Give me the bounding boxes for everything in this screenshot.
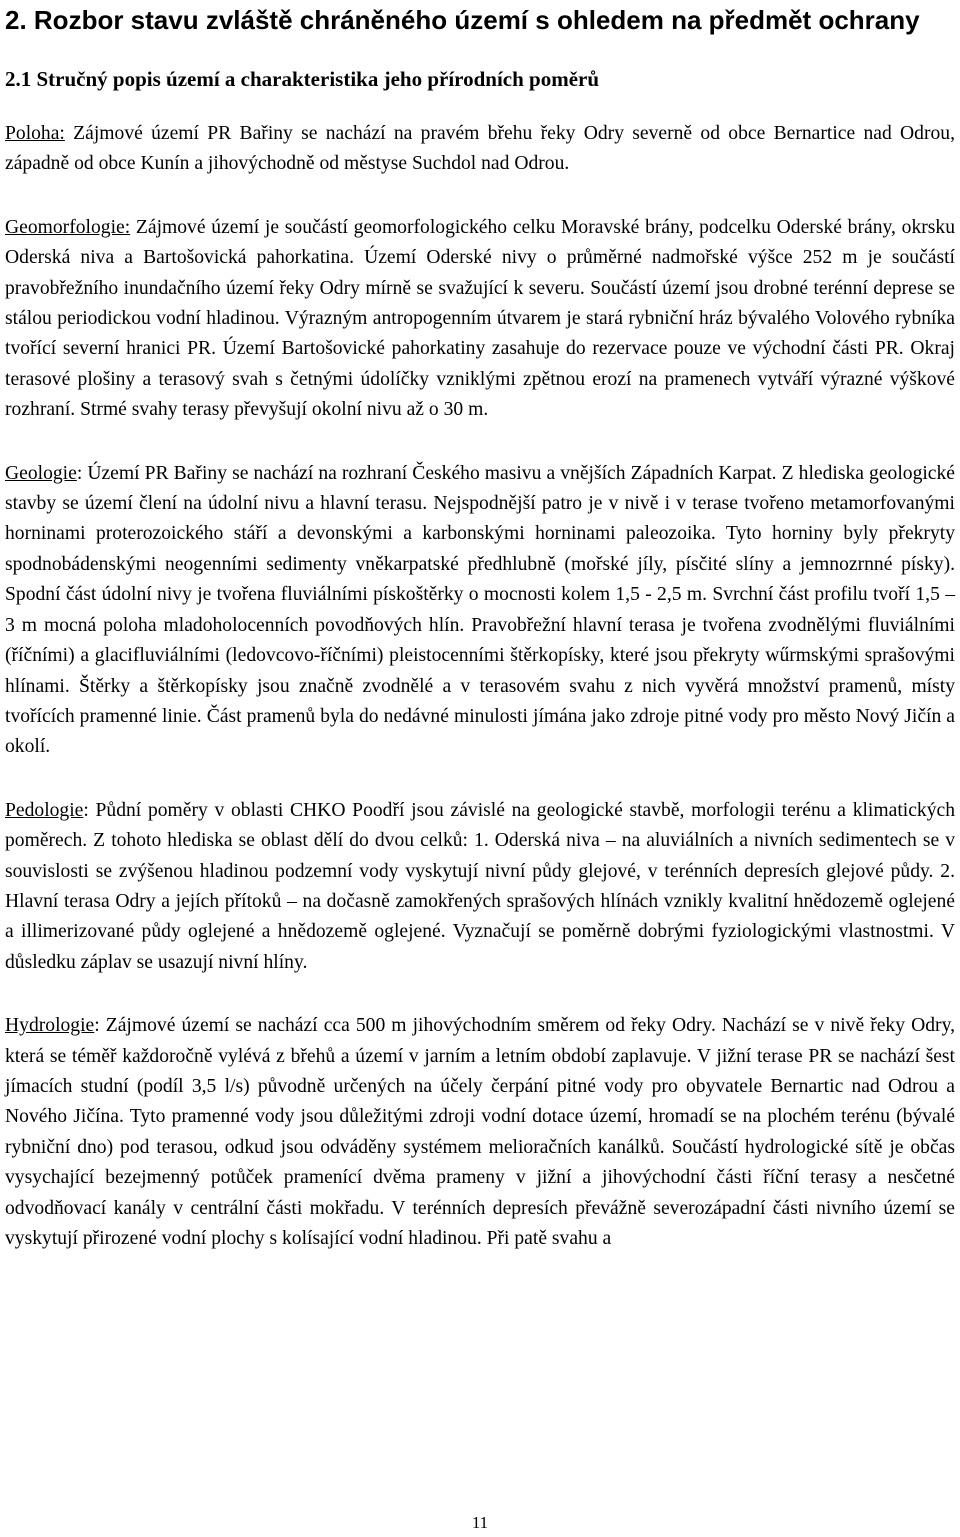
label-hydrologie: Hydrologie: [5, 1015, 95, 1037]
label-pedologie: Pedologie: [5, 799, 84, 821]
label-geomorfologie: Geomorfologie:: [5, 216, 131, 238]
text-hydrologie: : Zájmové území se nachází cca 500 m jihovýchodním směrem od řeky Odry. Nachází se v nivě řeky Odry, která se téměř každoročně vylévá z břehů a území v jarním a letním období zaplavuje. V jižní terase PR se nachází šest jímacích studní (podíl 3,5 l/s) původně určených na účely čerpání pitné vody pro obyvatele Bernartic nad Odrou a Nového Jičína. Tyto pramenné vody jsou důležitými zdroji vodní dotace území, hromadí se na plochém terénu (bývalé rybniční dno) pod terasou, odkud jsou odváděny systémem melioračních kanálků. Součástí hydrologické sítě je občas vysychající bezejmenný potůček pramenící dvěma prameny v jižní a jihovýchodní části říční terasy a nesčetné odvodňovací kanály v centrální části mokřadu. V terénních depresích převážně severozápadní části nivního území se vyskytují přirozené vodní plochy s kolísající vodní hladinou. Při patě svahu a: [5, 1015, 955, 1249]
label-poloha: Poloha:: [5, 123, 65, 144]
paragraph-pedologie: [5, 796, 955, 978]
text-poloha: Zájmové území PR Bařiny se nachází na pravém břehu řeky Odry severně od obce Bernartice nad Odrou, západně od obce Kunín a jihovýchodně od městyse Suchdol nad Odrou.: [5, 123, 955, 175]
text-geomorfologie: Zájmové území je součástí geomorfologického celku Moravské brány, podcelku Oderské brány, okrsku Oderská niva a Bartošovická pahorkatina. Území Oderské nivy o průměrné nadmořské výšce 252 m je součástí pravobřežního inundačního území řeky Odry mírně se svažující k severu. Součástí území jsou drobné terénní deprese se stálou periodickou vodní hladinou. Výrazným antropogenním útvarem je stará rybniční hráz bývalého Volového rybníka tvořící severní hranici PR. Území Bartošovické pahorkatiny zasahuje do rezervace pouze ve východní části PR. Okraj terasové plošiny a terasový svah s četnými údolíčky vzniklými zpětnou erozí na pramenech vytváří výrazné výškové rozhraní. Strmé svahy terasy převyšují okolní nivu až o 30 m.: [5, 216, 955, 421]
paragraph-poloha: [5, 119, 955, 180]
chapter-title: 2. Rozbor stavu zvláště chráněného území s ohledem na předmět ochrany: [5, 5, 920, 35]
label-geologie: Geologie: [5, 462, 77, 484]
text-geologie: : Území PR Bařiny se nachází na rozhraní Českého masivu a vnějších Západních Karpat. Z hlediska geologické stavby se území člení na údolní nivu a hlavní terasu. Nejspodnější patro je v nivě i v terase tvořeno metamorfovanými horninami proterozoického stáří a devonskými a karbonskými horninami paleozoika. Tyto horniny byly překryty spodnobádenskými neogenními sedimenty vněkarpatské předhlubně (mořské jíly, písčité slíny a jemnozrnné písky). Spodní část údolní nivy je tvořena fluviálními pískoštěrky o mocnosti kolem 1,5 - 2,5 m. Svrchní část profilu tvoří 1,5 – 3 m mocná poloha mladoholocenních povodňových hlín. Pravobřežní hlavní terasa je tvořena zvodnělými fluviálními (říčními) a glacifluviálními (ledovcovo-říčními) pleistocenními štěrkopísky, které jsou překryty wűrmskými sprašovými hlínami. Štěrky a štěrkopísky jsou značně zvodnělé a v terasovém svahu z nich vyvěrá množství pramenů, místy tvořících pramenné linie. Část pramenů byla do nedávné minulosti jímána jako zdroje pitné vody pro město Nový Jičín a okolí.: [5, 462, 955, 758]
document-page: [5, 0, 955, 1254]
paragraph-hydrologie: [5, 1011, 955, 1254]
text-pedologie: : Půdní poměry v oblasti CHKO Poodří jsou závislé na geologické stavbě, morfologii terénu a klimatických poměrech. Z tohoto hlediska se oblast dělí do dvou celků: 1. Oderská niva – na aluviálních a nivních sedimentech se v souvislosti se zvýšenou hladinou podzemní vody vyskytují nivní půdy glejové, v terénních depresích glejové půdy. 2. Hlavní terasa Odry a jejích přítoků – na dočasně zamokřených sprašových hlínách vznikly kvalitní hnědozemě oglejené a illimerizované půdy oglejené a hnědozemě oglejené. Vyznačují se poměrně dobrými fyziologickými vlastnostmi. V důsledku záplav se usazují nivní hlíny.: [5, 799, 955, 973]
paragraph-geomorfologie: [5, 213, 955, 426]
paragraph-geologie: [5, 459, 955, 763]
section-title: 2.1 Stručný popis území a charakteristika jeho přírodních poměrů: [5, 67, 600, 91]
page-number: 11: [471, 1513, 489, 1532]
